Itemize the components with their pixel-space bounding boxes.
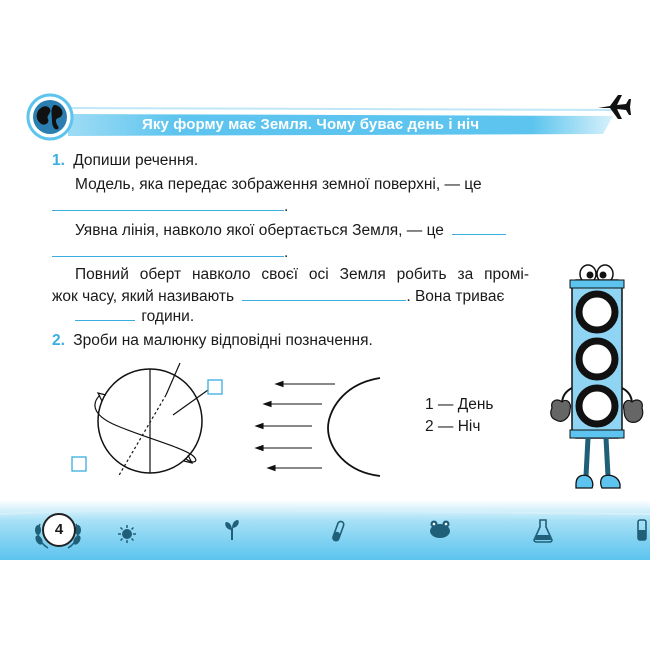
task-instruction: Зроби на малюнку відповідні позначення. [73, 332, 373, 349]
task-number: 1. [52, 152, 65, 169]
sentence-3-line-b: жок часу, який називають . Вона триває [52, 288, 505, 305]
ray-1-head [276, 382, 283, 387]
answer-blank-2[interactable] [452, 220, 506, 235]
test-tube-icon [330, 520, 346, 544]
label-box-bottom [72, 457, 86, 471]
partial-icon [634, 518, 648, 542]
ray-3-head [256, 424, 263, 429]
task-1-header [52, 150, 198, 172]
rotation-orbit [95, 395, 196, 462]
earth-axis-dashed [118, 395, 166, 477]
ray-4-head [256, 446, 263, 451]
legend-night: 2 — Ніч [425, 418, 481, 435]
ray-2-head [264, 402, 271, 407]
answer-blank-5[interactable] [75, 306, 135, 321]
earth-axis-diagram [60, 355, 240, 490]
answer-blank-4[interactable] [242, 286, 406, 301]
earth-axis-solid [166, 363, 180, 395]
frog-icon [427, 518, 453, 540]
answer-line-1: . [52, 196, 288, 218]
task-instruction: Допиши речення. [73, 152, 199, 169]
sentence-3-line-a: Повний оберт навколо своєї осі Земля робить за промі- [75, 266, 529, 283]
light-top [579, 294, 615, 330]
airplane-icon [596, 92, 632, 122]
task-number: 2. [52, 332, 65, 349]
task-2-header [52, 330, 373, 352]
light-bottom [579, 388, 615, 424]
right-glove [624, 400, 643, 422]
traffic-light-character [548, 262, 648, 498]
light-middle [579, 341, 615, 377]
page-title: Яку форму має Земля. Чому буває день і ніч [142, 116, 480, 133]
orbit-arrow-left [98, 393, 106, 401]
ray-5-head [268, 466, 275, 471]
globe-icon [26, 93, 74, 141]
sentence-1: Модель, яка передає зображення земної поверхні, — це [75, 176, 482, 193]
sentence-3-line-c: години. [75, 306, 194, 328]
flask-icon [532, 518, 554, 544]
earth-arc [328, 378, 380, 476]
page-number: 4 [42, 513, 76, 547]
virus-icon [117, 524, 137, 544]
left-glove [551, 400, 571, 421]
pointer-line [173, 390, 208, 415]
sentence-2: Уявна лінія, навколо якої обертається Земля, — це [75, 220, 506, 242]
right-shoe [601, 475, 620, 488]
sun-rays-diagram [250, 372, 390, 484]
answer-blank-3[interactable] [52, 242, 284, 257]
answer-blank-1[interactable] [52, 196, 284, 211]
left-shoe [576, 475, 593, 488]
sprout-icon [222, 518, 242, 542]
legend-day: 1 — День [425, 396, 494, 413]
label-box-top [208, 380, 222, 394]
answer-line-2: . [52, 242, 288, 264]
